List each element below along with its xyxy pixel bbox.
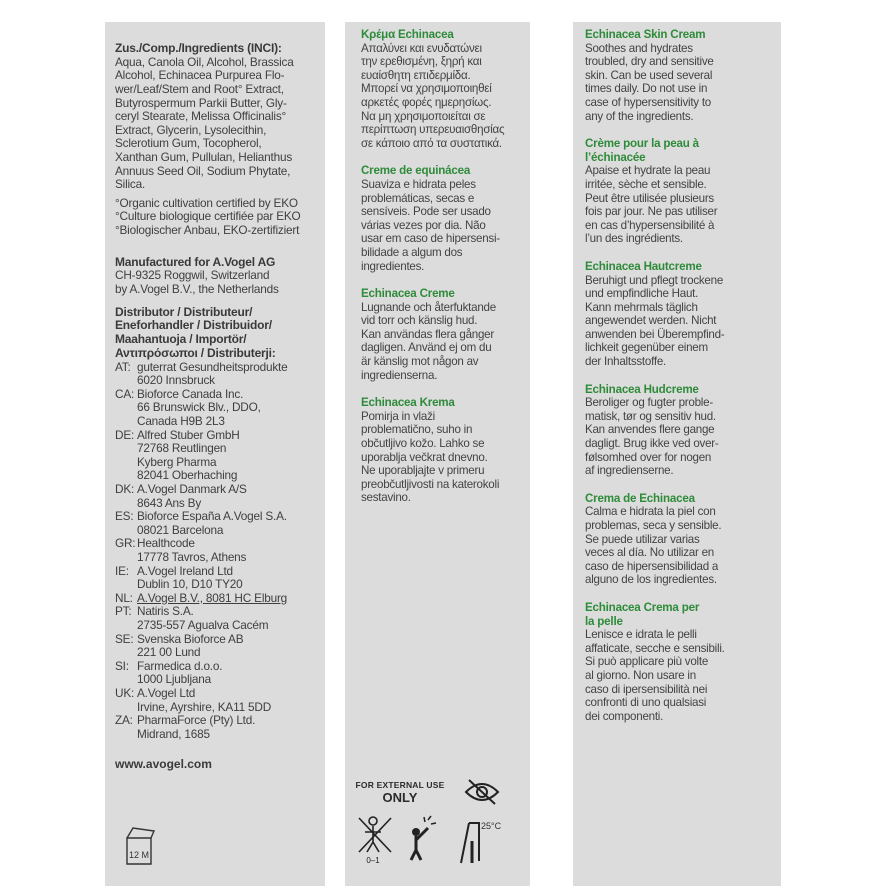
section-line: Μπορεί να χρησιμοποιηθεί (361, 82, 492, 96)
section-line: bilidade a algum dos (361, 245, 463, 259)
country-code: IE: (115, 563, 129, 578)
manufacturer-section (115, 256, 317, 297)
section-line: dagligt. Brug ikke ved over- (585, 437, 719, 451)
section-line: usar em caso de hipersensi- (361, 232, 500, 246)
section-line: Calma e hidrata la piel con (585, 505, 716, 519)
distributor-address (137, 510, 317, 537)
distributor-entry (115, 605, 317, 632)
ingredient-line: Xanthan Gum, Pullulan, Helianthus (115, 149, 293, 164)
section-line: Se puede utilizar varias (585, 532, 700, 546)
section-line: uporablja večkrat dnevno. (361, 450, 488, 464)
section-line: Απαλύνει και ενυδατώνει (361, 41, 482, 55)
ingredient-line: ceryl Stearate, Melissa Officinalis° (115, 109, 287, 124)
distributor-address (137, 429, 317, 483)
section-title: Echinacea Skin Cream (585, 28, 706, 41)
distributor-address (137, 592, 317, 606)
section-line: vid torr och känslig hud. (361, 314, 478, 328)
section-line: matisk, tør og sensitiv hud. (585, 409, 716, 423)
section-line: anwenden bei Überempfind- (585, 327, 725, 341)
distributor-title-line: Eneforhandler / Distribuidor/ (115, 318, 272, 333)
middle-sections (361, 28, 524, 505)
section-line: skin. Can be used several (585, 68, 713, 82)
distributor-entry (115, 714, 317, 741)
manufacturer-line: CH-9325 Roggwil, Switzerland (115, 268, 270, 283)
distributor-address (137, 537, 317, 564)
section-line: preobčutljivosti na katerokoli (361, 477, 500, 491)
ingredient-line: Extract, Glycerin, Lysolecithin, (115, 122, 267, 137)
section-line: und empfindliche Haut. (585, 287, 699, 301)
translation-section (361, 396, 524, 505)
section-title: Echinacea Krema (361, 396, 455, 410)
distributor-line: Kyberg Pharma (137, 454, 217, 469)
website-link[interactable]: www.avogel.com (115, 757, 212, 772)
translation-section (585, 383, 775, 478)
section-line: την ερεθισμένη, ξηρή και (361, 55, 482, 69)
section-line: αρκετές φορές ημερησίως. (361, 95, 492, 109)
distributor-address (137, 605, 317, 632)
ingredient-line: Annuus Seed Oil, Sodium Phytate, (115, 163, 291, 178)
ingredient-line: Sclerotium Gum, Tocopherol, (115, 136, 262, 151)
ingredient-line: Alcohol, Echinacea Purpurea Flo- (115, 68, 285, 83)
distributor-line: Farmedica d.o.o. (137, 658, 223, 673)
section-line: ingredienserna. (361, 368, 438, 382)
age-label: 0–1 (366, 856, 380, 864)
ingredients-title: Zus./Comp./Ingredients (INCI): (115, 41, 282, 55)
country-code: ES: (115, 509, 134, 524)
country-code: DE: (115, 427, 135, 442)
section-line: problematično, suho in (361, 423, 473, 437)
no-eye-contact-icon (463, 777, 501, 807)
section-line: Soothes and hydrates (585, 41, 693, 55)
distributor-address (137, 361, 317, 388)
country-code: SE: (115, 631, 134, 646)
external-use-line1: FOR EXTERNAL USE (355, 780, 445, 790)
section-line: irritée, sèche et sensible. (585, 177, 707, 191)
translation-section (585, 260, 775, 369)
distributor-line: A.Vogel Ltd (137, 685, 196, 700)
section-line: fois par jour. Ne pas utiliser (585, 205, 718, 219)
section-line: affaticate, secche e sensibili. (585, 641, 725, 655)
ingredients-list (115, 56, 317, 192)
distributor-line: Irvine, Ayrshire, KA11 5DD (137, 699, 272, 714)
distributor-address (137, 660, 317, 687)
external-use-label (355, 780, 445, 805)
section-line: times daily. Do not use in (585, 82, 708, 96)
distributor-title-line: Αντιπρόσωποι / Distributerji: (115, 345, 276, 360)
section-line: confronti di uno qualsiasi (585, 696, 707, 710)
distributor-line: 82041 Oberhaching (137, 468, 238, 483)
distributor-line: 8643 Ans By (137, 495, 202, 510)
country-code: UK: (115, 685, 135, 700)
section-line: Ne uporabljajte v primeru (361, 464, 485, 478)
country-code: SI: (115, 658, 129, 673)
section-line: lichkeit gegenüber einem (585, 341, 708, 355)
distributor-line: A.Vogel Danmark A/S (137, 482, 247, 497)
country-code: GR: (115, 536, 136, 551)
section-title: l’échinacée (585, 150, 646, 164)
section-line: Kan anvendes flere gange (585, 423, 715, 437)
section-line: problemas, seca y sensible. (585, 519, 722, 532)
translation-section (361, 28, 524, 150)
translation-section (585, 601, 775, 723)
translation-section (585, 492, 775, 587)
ingredients-panel (105, 22, 325, 886)
distributor-line: A.Vogel B.V., 8081 HC Elburg (137, 590, 288, 605)
temperature-label: 25°C (481, 821, 502, 831)
section-line: angewendet werden. Nicht (585, 314, 717, 328)
distributor-section (115, 306, 317, 742)
distributor-line: guterrat Gesundheitsprodukte (137, 359, 288, 374)
section-line: Lugnande och återfuktande (361, 300, 496, 314)
section-title: Crema de Echinacea (585, 491, 695, 505)
section-line: der Inhaltsstoffe. (585, 355, 667, 369)
section-line: alguno de los ingredientes. (585, 573, 717, 587)
section-line: sestavino. (361, 491, 411, 505)
section-line: Kann mehrmals täglich (585, 300, 698, 314)
section-line: følsomhed over for nogen (585, 450, 712, 464)
distributor-line: Natiris S.A. (137, 604, 194, 619)
distributor-line: 08021 Barcelona (137, 522, 224, 537)
distributor-line: Healthcode (137, 536, 195, 551)
distributor-line: Svenska Bioforce AB (137, 631, 244, 646)
section-line: är känslig mot någon av (361, 355, 479, 369)
section-line: veces al día. No utilizar en (585, 546, 714, 560)
section-line: problemáticas, secas e (361, 191, 475, 205)
section-line: any of the ingredients. (585, 109, 694, 123)
ingredient-line: Aqua, Canola Oil, Alcohol, Brassica (115, 54, 294, 69)
section-line: ingredientes. (361, 259, 425, 273)
section-title: la pelle (585, 614, 623, 628)
section-title: Crème pour la peau à (585, 137, 699, 151)
section-line: case of hypersensitivity to (585, 95, 711, 109)
distributor-line: PharmaForce (Pty) Ltd. (137, 713, 256, 728)
distributor-entry (115, 592, 317, 606)
section-line: περίπτωση υπερευαισθησίας (361, 123, 505, 137)
distributor-line: A.Vogel Ireland Ltd (137, 563, 233, 578)
section-line: Kan användas flera gånger (361, 327, 494, 341)
manufacturer-line: by A.Vogel B.V., the Netherlands (115, 281, 279, 296)
organic-line: °Culture biologique certifiée par EKO (115, 209, 301, 224)
distributor-address (137, 633, 317, 660)
section-line: várias vezes por dia. Não (361, 218, 486, 232)
section-line: Lenisce e idrata le pelli (585, 628, 697, 642)
distributor-line: 1000 Ljubljana (137, 672, 211, 687)
distributor-title-line: Distributor / Distributeur/ (115, 304, 253, 319)
distributor-list (115, 361, 317, 742)
country-code: NL: (115, 590, 133, 605)
section-line: Beruhigt und pflegt trockene (585, 273, 724, 287)
country-code: PT: (115, 604, 132, 619)
section-line: Apaise et hydrate la peau (585, 164, 711, 178)
section-line: σε κάποιο από τα συστατικά. (361, 136, 502, 150)
organic-note (115, 197, 317, 238)
period-after-opening-icon (121, 822, 157, 870)
distributor-address (137, 687, 317, 714)
section-line: sensíveis. Pode ser usado (361, 205, 491, 219)
section-title: Creme de equinácea (361, 164, 471, 178)
right-sections (585, 28, 775, 723)
distributor-entry (115, 565, 317, 592)
distributor-line: 221 00 Lund (137, 645, 201, 660)
distributor-entry (115, 429, 317, 483)
section-line: caso de hipersensibilidad a (585, 559, 719, 573)
distributor-entry (115, 633, 317, 660)
ingredient-line: wer/Leaf/Stem and Root° Extract, (115, 81, 284, 96)
ingredients-section (115, 42, 317, 192)
distributor-address (137, 483, 317, 510)
section-line: ευαίσθητη επιδερμίδα. (361, 68, 471, 82)
manufacturer-address (115, 269, 317, 296)
section-line: en cas d’hypersensibilité à (585, 218, 715, 232)
section-title: Echinacea Hautcreme (585, 259, 702, 273)
distributor-address (137, 714, 317, 741)
external-use-line2: ONLY (382, 790, 418, 805)
distributor-entry (115, 660, 317, 687)
section-line: troubled, dry and sensitive (585, 55, 714, 69)
country-code: AT: (115, 359, 131, 374)
distributor-address (137, 565, 317, 592)
distributor-entry (115, 510, 317, 537)
translation-section (585, 28, 775, 123)
section-title: Echinacea Hudcreme (585, 382, 699, 396)
distributor-entry (115, 483, 317, 510)
distributor-title-line: Maahantuoja / Importör/ (115, 332, 247, 347)
organic-line: °Biologischer Anbau, EKO-zertifiziert (115, 222, 300, 237)
distributor-line: 2735-557 Agualva Cacém (137, 617, 269, 632)
distributor-line: Bioforce España A.Vogel S.A. (137, 509, 287, 524)
distributor-line: Dublin 10, D10 TY20 (137, 577, 243, 592)
child-reaching-icon (403, 814, 437, 864)
distributor-line: 6020 Innsbruck (137, 373, 215, 388)
organic-line: °Organic cultivation certified by EKO (115, 195, 298, 210)
pao-label: 12 M (128, 850, 150, 860)
section-line: Να μη χρησιμοποιείται σε (361, 109, 486, 123)
section-line: Suaviza e hidrata peles (361, 177, 476, 191)
translations-panel-2 (573, 22, 781, 886)
section-line: Si può applicare più volte (585, 655, 709, 669)
distributor-line: Alfred Stuber GmbH (137, 427, 240, 442)
section-line: Beroliger og fugter proble- (585, 396, 713, 410)
distributor-entry (115, 537, 317, 564)
distributor-entry (115, 388, 317, 429)
section-title: Echinacea Crema per (585, 600, 700, 614)
section-line: l’un des ingrédients. (585, 232, 683, 246)
country-code: ZA: (115, 713, 133, 728)
distributor-entry (115, 361, 317, 388)
translation-section (585, 137, 775, 246)
section-line: af ingredienserne. (585, 464, 674, 478)
country-code: CA: (115, 386, 135, 401)
distributor-title (115, 306, 317, 361)
distributor-line: Midrand, 1685 (137, 726, 210, 741)
translation-section (361, 164, 524, 273)
distributor-entry (115, 687, 317, 714)
distributor-address (137, 388, 317, 429)
section-line: caso di ipersensibilità nei (585, 682, 708, 696)
section-line: občutljivo kožo. Lahko se (361, 437, 485, 451)
distributor-line: Canada H9B 2L3 (137, 414, 225, 429)
section-line: Pomirja in vlaži (361, 409, 435, 423)
section-line: Peut être utilisée plusieurs (585, 191, 714, 205)
distributor-line: 17778 Tavros, Athens (137, 550, 247, 564)
section-line: dei componenti. (585, 709, 664, 723)
section-title: Echinacea Creme (361, 287, 455, 301)
section-title: Κρέμα Echinacea (361, 28, 454, 41)
translations-panel-1 (345, 22, 530, 886)
distributor-line: Bioforce Canada Inc. (137, 386, 244, 401)
section-line: al giorno. Non usare in (585, 668, 696, 682)
country-code: DK: (115, 482, 135, 497)
section-line: dagligen. Använd ej om du (361, 341, 492, 355)
ingredient-line: Butyrospermum Parkii Butter, Gly- (115, 95, 287, 110)
distributor-line: 66 Brunswick Blv., DDO, (137, 400, 261, 415)
keep-away-from-children-icon (355, 814, 397, 864)
ingredient-line: Silica. (115, 177, 146, 192)
manufacturer-title: Manufactured for A.Vogel AG (115, 254, 276, 269)
translation-section (361, 287, 524, 382)
distributor-line: 72768 Reutlingen (137, 441, 227, 456)
